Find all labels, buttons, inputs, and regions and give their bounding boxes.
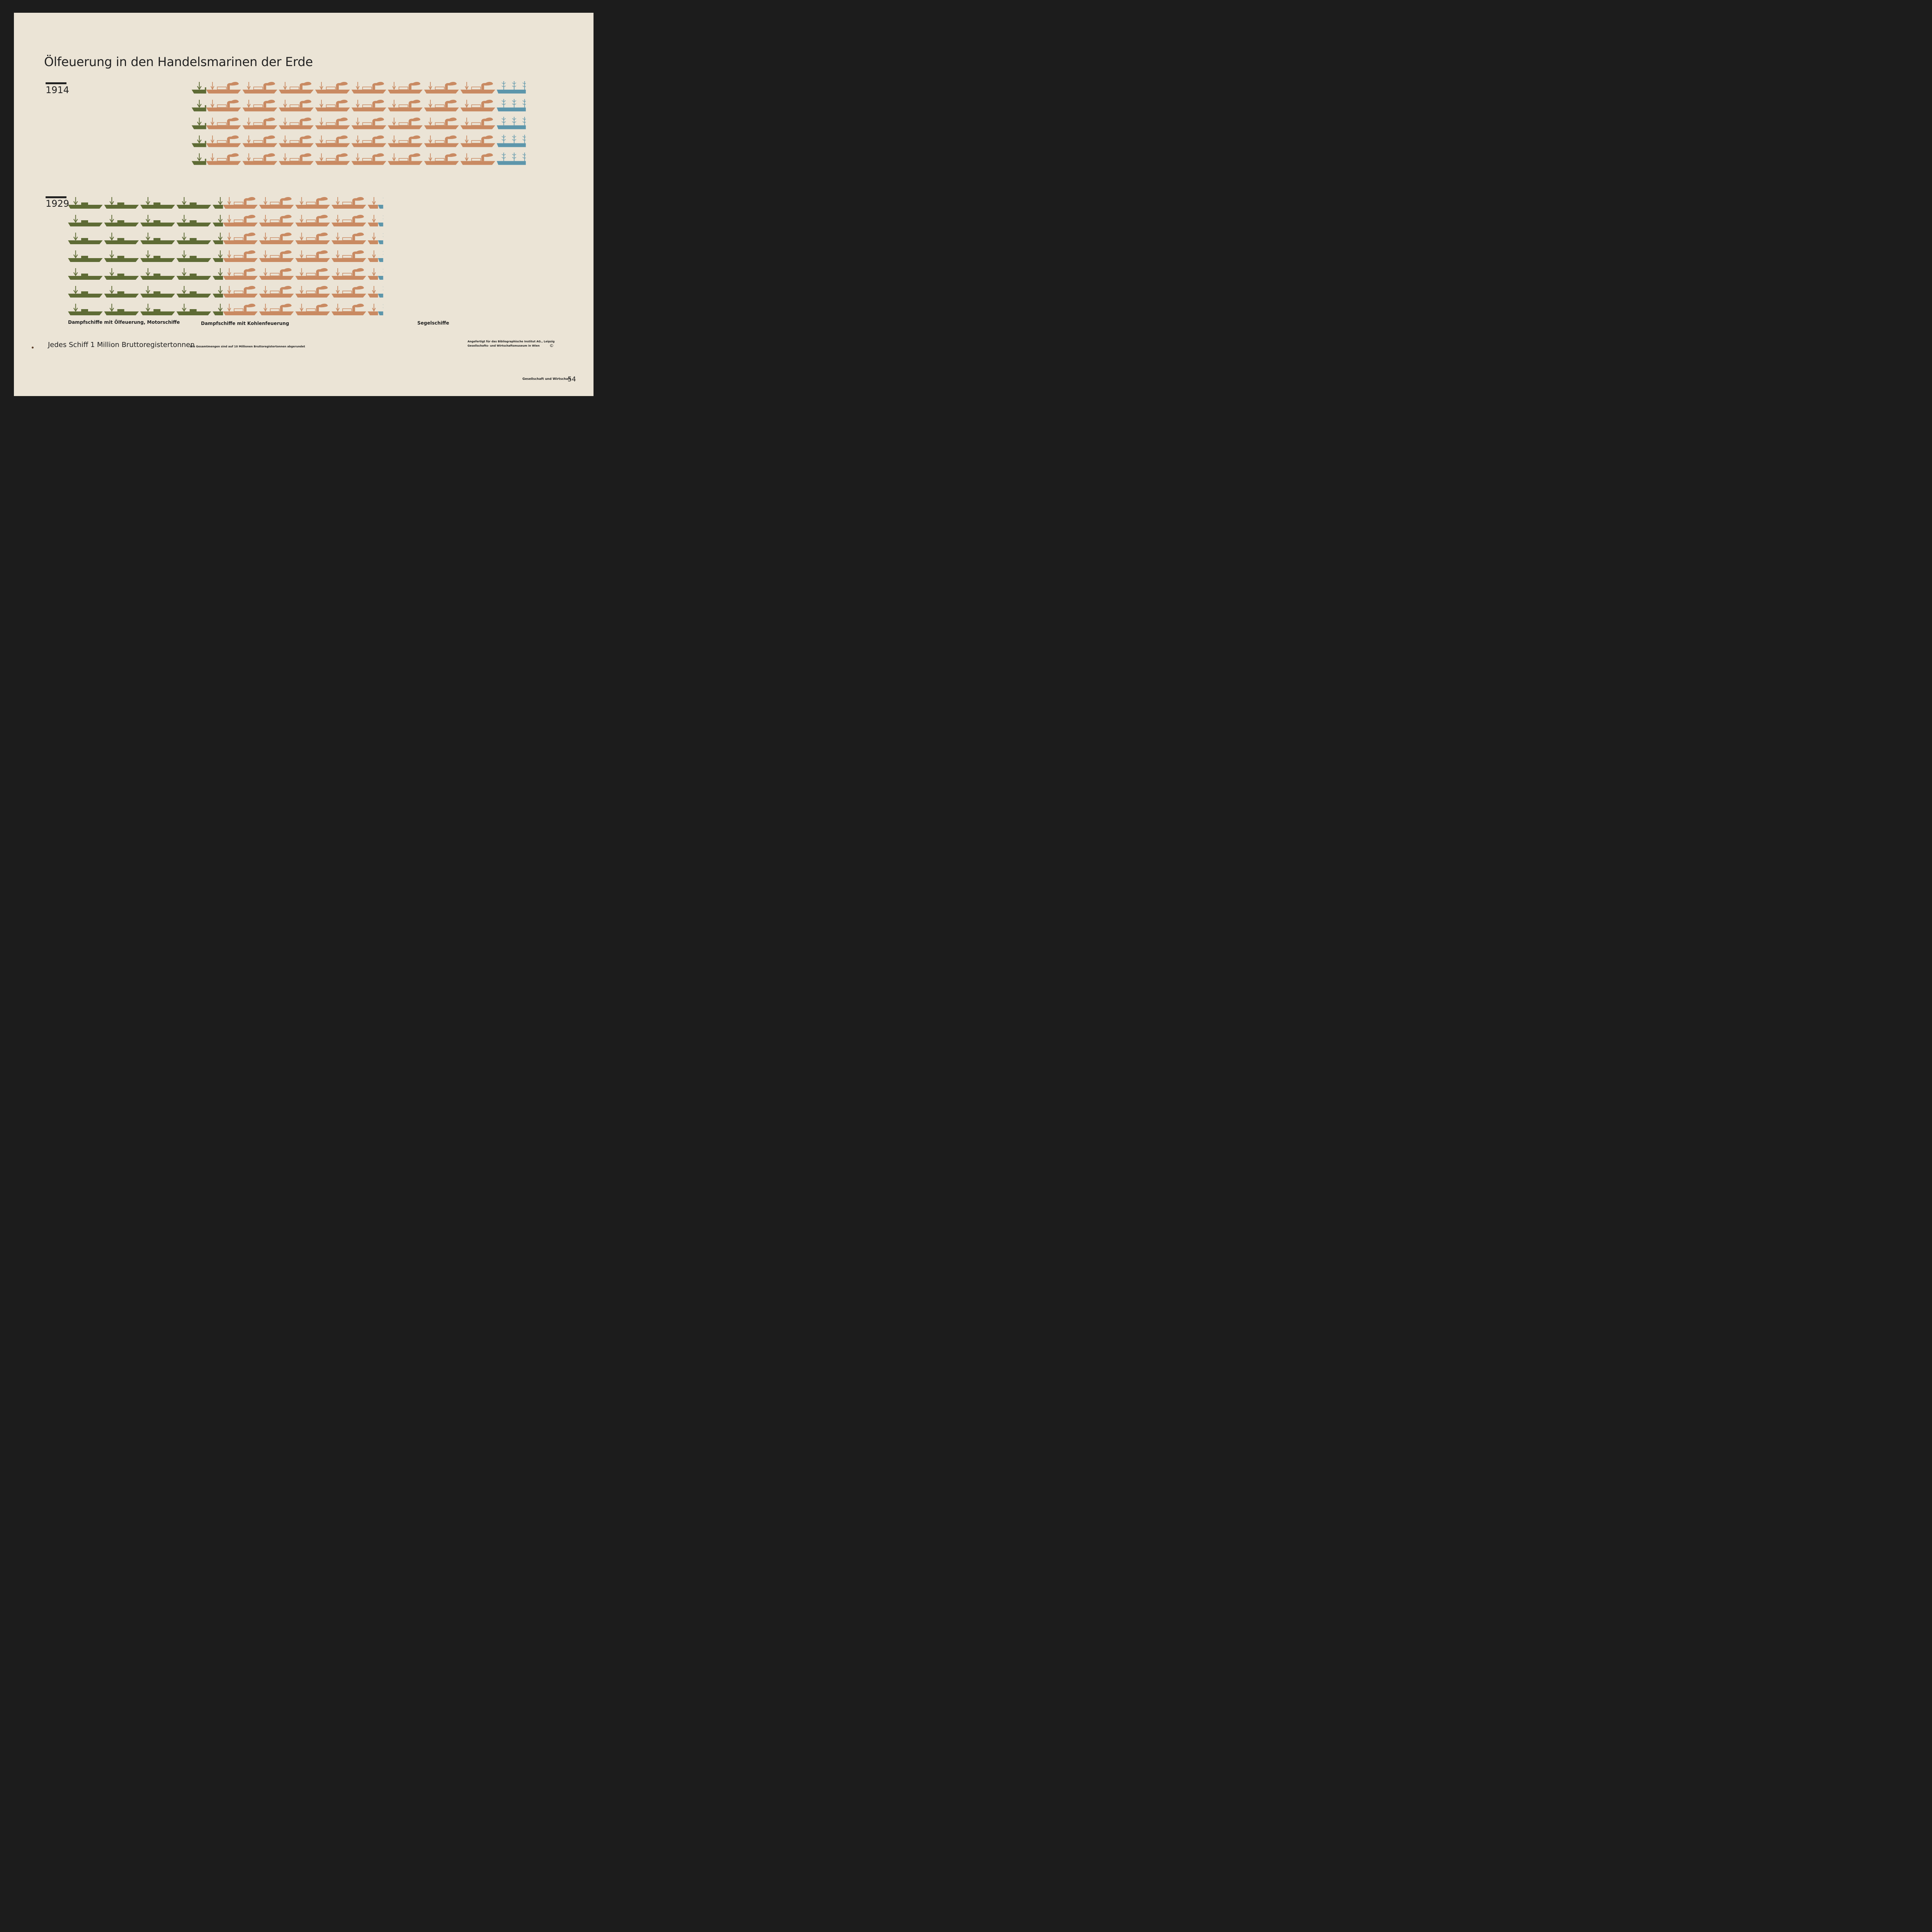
motor-ship-icon [104, 286, 139, 298]
motor-ship-icon [140, 250, 175, 262]
steamship-icon [352, 82, 386, 94]
steamship-icon [295, 286, 330, 298]
motor-ship-icon [140, 215, 175, 226]
steamship-icon [388, 100, 423, 111]
sailing-ship-icon [378, 267, 413, 280]
copyright-mark: © [549, 343, 554, 348]
steamship-icon [332, 304, 366, 315]
motor-ship-icon [140, 268, 175, 280]
steamship-icon [332, 250, 366, 262]
pictogram-chart [0, 0, 606, 408]
steamship-icon [424, 100, 459, 111]
steamship-icon [388, 117, 423, 129]
steamship-icon [223, 268, 258, 280]
steamship-icon [295, 250, 330, 262]
legend-note-text: Die Gesamtmengen sind auf 10 Millionen Bruttoregistertonnen abgerundet [190, 345, 305, 348]
sailing-ship-icon [378, 250, 413, 262]
steamship-icon [259, 215, 294, 226]
motor-ship-icon [177, 197, 211, 209]
steamship-icon [279, 135, 314, 147]
steamship-icon [368, 215, 403, 226]
motor-ship-icon [177, 304, 211, 315]
steamship-icon [461, 82, 495, 94]
steamship-icon [461, 153, 495, 165]
steamship-icon [295, 268, 330, 280]
steamship-icon [223, 250, 258, 262]
steamship-icon [388, 153, 423, 165]
year-label-1929: 1929 [46, 198, 70, 209]
steamship-icon [295, 197, 330, 209]
steamship-icon [295, 215, 330, 226]
steamship-icon [223, 286, 258, 298]
sailing-ship-icon [497, 135, 532, 147]
credit-line-2: Gesellschafts- und Wirtschaftsmuseum in Wien [468, 344, 540, 347]
steamship-icon [315, 135, 350, 147]
footer-series: Gesellschaft und Wirtschaft [522, 377, 571, 381]
motor-ship-icon [104, 233, 139, 244]
steamship-icon [243, 100, 277, 111]
steamship-icon [259, 233, 294, 244]
steamship-icon [461, 135, 495, 147]
sailing-ship-icon [497, 117, 532, 129]
steamship-icon [206, 153, 241, 165]
steamship-icon [352, 135, 386, 147]
credit-line-1: Angefertigt für das Bibliographische Institut AG., Leipzig [468, 340, 555, 343]
steamship-icon [223, 215, 258, 226]
steamship-icon [332, 215, 366, 226]
steamship-icon [259, 268, 294, 280]
steamship-icon [332, 286, 366, 298]
steamship-icon [332, 197, 366, 209]
steamship-icon [332, 233, 366, 244]
steamship-icon [279, 82, 314, 94]
motor-ship-icon [68, 268, 103, 280]
steamship-icon [259, 197, 294, 209]
motor-ship-icon [68, 304, 103, 315]
steamship-icon [259, 250, 294, 262]
motor-ship-icon [68, 233, 103, 244]
steamship-icon [424, 153, 459, 165]
chart-title: Ölfeuerung in den Handelsmarinen der Erde [44, 54, 313, 69]
steamship-icon [206, 135, 241, 147]
steamship-icon [388, 135, 423, 147]
steamship-icon [352, 153, 386, 165]
steamship-icon [259, 286, 294, 298]
steamship-icon [243, 153, 277, 165]
motor-ship-icon [177, 215, 211, 226]
sailing-ship-icon [497, 81, 532, 94]
motor-ship-icon [177, 250, 211, 262]
steamship-icon [315, 117, 350, 129]
sailing-ship-icon [378, 232, 413, 244]
steamship-icon [223, 304, 258, 315]
steamship-icon [243, 82, 277, 94]
sailing-ship-icon [378, 196, 413, 209]
motor-ship-icon [140, 304, 175, 315]
sailing-ship-icon [378, 285, 413, 298]
steamship-icon [368, 286, 403, 298]
motor-ship-icon [140, 233, 175, 244]
motor-ship-icon [104, 197, 139, 209]
motor-ship-icon [177, 233, 211, 244]
motor-ship-icon [140, 286, 175, 298]
steamship-icon [279, 117, 314, 129]
steamship-icon [352, 117, 386, 129]
motor-ship-icon [177, 286, 211, 298]
steamship-icon [223, 197, 258, 209]
steamship-icon [368, 250, 403, 262]
motor-ship-icon [104, 304, 139, 315]
steamship-icon [352, 100, 386, 111]
steamship-icon [461, 100, 495, 111]
motor-ship-icon [68, 215, 103, 226]
steamship-icon [295, 233, 330, 244]
steamship-icon [424, 117, 459, 129]
steamship-icon [424, 135, 459, 147]
steamship-icon [259, 304, 294, 315]
motor-ship-icon [68, 286, 103, 298]
motor-ship-icon [104, 250, 139, 262]
year-label-1914: 1914 [46, 85, 70, 95]
sailing-ship-icon [378, 303, 413, 315]
motor-ship-icon [140, 197, 175, 209]
sailing-ship-icon [378, 214, 413, 226]
steamship-icon [424, 82, 459, 94]
steamship-icon [368, 197, 403, 209]
steamship-icon [461, 117, 495, 129]
motor-ship-icon [104, 268, 139, 280]
motor-ship-icon [177, 268, 211, 280]
steamship-icon [279, 153, 314, 165]
steamship-icon [315, 100, 350, 111]
steamship-icon [279, 100, 314, 111]
series-label-coal: Dampfschiffe mit Kohlenfeuerung [201, 321, 289, 326]
footer-page-number: 54 [568, 376, 576, 383]
motor-ship-icon [68, 197, 103, 209]
steamship-icon [315, 82, 350, 94]
steamship-icon [206, 82, 241, 94]
steamship-icon [295, 304, 330, 315]
steamship-icon [368, 304, 403, 315]
steamship-icon [368, 268, 403, 280]
series-label-sail: Segelschiffe [417, 320, 449, 326]
motor-ship-icon [68, 250, 103, 262]
steamship-icon [315, 153, 350, 165]
steamship-icon [388, 82, 423, 94]
steamship-icon [332, 268, 366, 280]
steamship-icon [243, 135, 277, 147]
steamship-icon [243, 117, 277, 129]
steamship-icon [368, 233, 403, 244]
legend-unit-text: Jedes Schiff 1 Million Bruttoregistertonnen [48, 341, 195, 349]
sailing-ship-icon [497, 153, 532, 165]
sailing-ship-icon [497, 99, 532, 111]
steamship-icon [223, 233, 258, 244]
steamship-icon [206, 100, 241, 111]
motor-ship-icon [104, 215, 139, 226]
steamship-icon [206, 117, 241, 129]
series-label-oil: Dampfschiffe mit Ölfeuerung, Motorschiffe [68, 320, 180, 325]
